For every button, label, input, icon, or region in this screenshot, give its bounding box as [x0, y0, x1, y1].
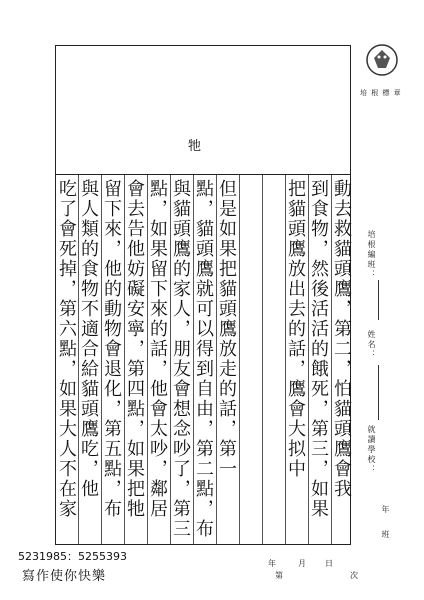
day-label: 日: [325, 559, 333, 568]
grid-line: [239, 175, 240, 544]
school-label: 就讀學校：: [367, 425, 376, 475]
essay-column: 動去救貓頭鷹，第二，怕貓頭鷹會我: [331, 179, 352, 499]
peigen-stamp-icon: [362, 40, 402, 80]
drawing-note: 牠: [188, 139, 202, 154]
stamp-label: 培 根 標 章: [360, 89, 402, 97]
month-label: 月: [298, 559, 306, 568]
essay-column: 但是如果把貓頭鷹放走的話，第一: [216, 179, 237, 479]
essay-column: 留下來，他的動物會退化，第五點，布: [101, 179, 122, 519]
divider: [378, 365, 379, 420]
grid-line: [262, 175, 263, 544]
grade-label: 年: [381, 505, 390, 515]
essay-column: 把貓頭鷹放出去的話，鷹會大拟中: [285, 179, 306, 479]
essay-column: 會去告他妨礙安寧，第四點，如果把牠: [124, 179, 145, 519]
year-label: 年: [268, 559, 276, 568]
essay-column: 點，貓頭鷹就可以得到自由，第二點，布: [193, 179, 214, 539]
essay-column: 點，如果留下來的話，他會太吵，鄰居: [147, 179, 168, 519]
essay-column: 到食物，然後活活的餓死，第三，如果: [308, 179, 329, 519]
name-label: 姓名：: [367, 330, 376, 360]
footer-slogan: 寫作使你快樂: [22, 569, 107, 584]
essay-grid: [55, 175, 351, 545]
essay-column: 與人類的食物不適合給貓頭鷹吃，他: [78, 179, 99, 499]
drawing-box: [55, 45, 351, 175]
footer-codes: 5231985：5255393: [18, 550, 127, 563]
order-label: 次: [350, 571, 358, 580]
editor-label: 培根編班：: [367, 230, 376, 280]
essay-column: 吃了會死掉，第六點，如果大人不在家: [56, 179, 77, 519]
essay-column: 與貓頭鷹的家人，朋友會想念吵了，第三: [170, 179, 191, 539]
divider: [378, 280, 379, 320]
class-label: 班: [381, 530, 390, 540]
order-prefix: 第: [275, 571, 283, 580]
